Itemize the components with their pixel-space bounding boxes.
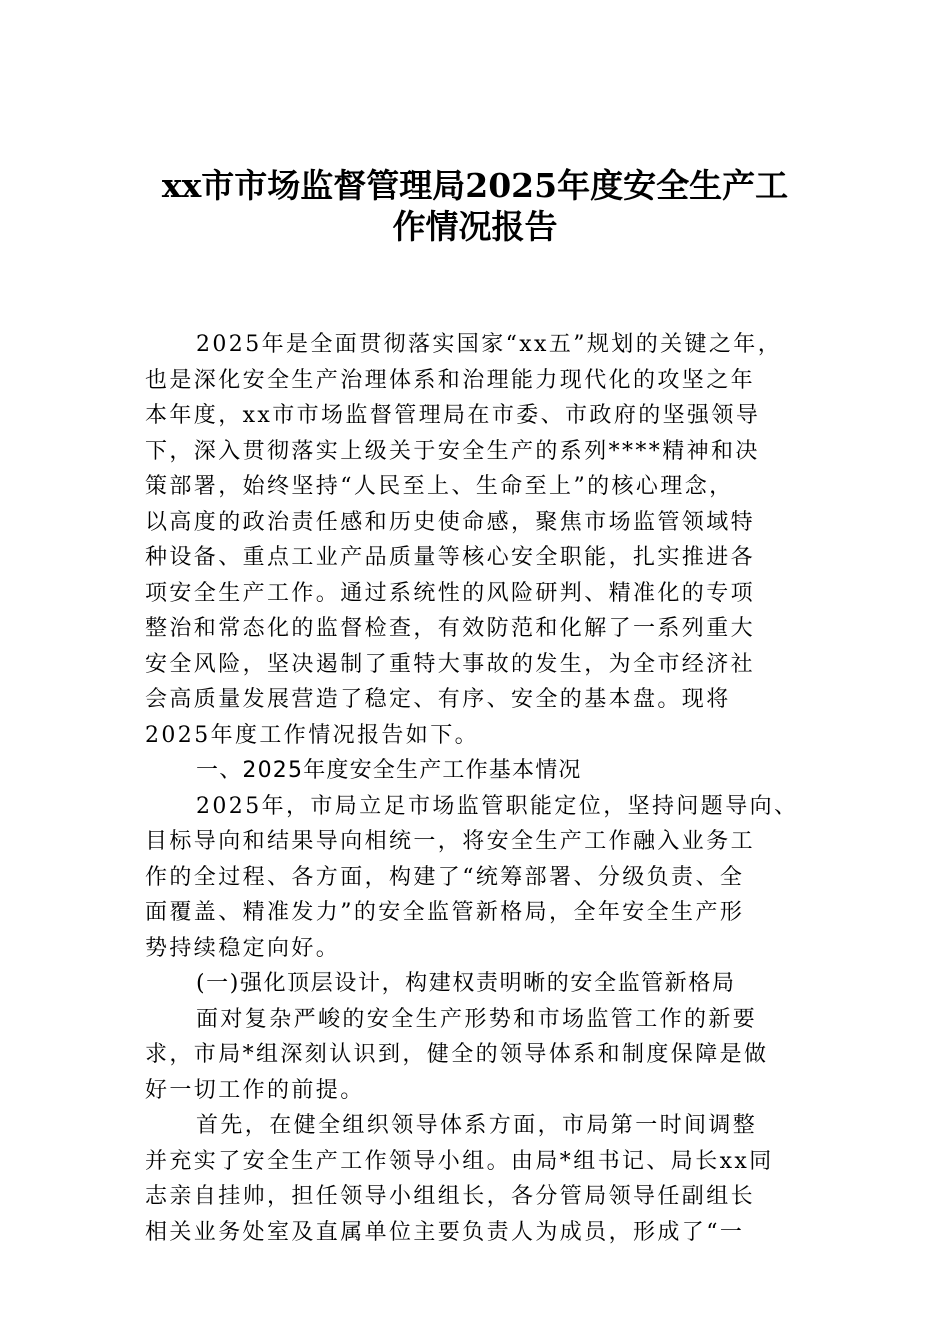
paragraph-line: 并充实了安全生产工作领导小组。由局*组书记、局长xx同 [145,1148,774,1174]
document-title-line-1: xx市市场监督管理局2025年度安全生产工 [161,166,789,205]
paragraph-line: 目标导向和结果导向相统一，将安全生产工作融入业务工 [145,829,756,854]
section-heading-1: 一、2025年度安全生产工作基本情况 [196,758,582,783]
paragraph-line: 项安全生产工作。通过系统性的风险研判、精准化的专项 [145,580,756,606]
section-heading-2: (一)强化顶层设计，构建权责明晰的安全监管新格局 [196,971,736,996]
paragraph-line: 面覆盖、精准发力”的安全监管新格局，全年安全生产形 [145,900,745,925]
paragraph-line: 安全风险，坚决遏制了重特大事故的发生，为全市经济社 [145,651,756,677]
document-body [145,327,810,1250]
paragraph-line: 种设备、重点工业产品质量等核心安全职能，扎实推进各 [145,545,756,570]
paragraph-line: 会高质量发展营造了稳定、有序、安全的基本盘。现将 [145,687,731,712]
paragraph-line: 策部署，始终坚持“人民至上、生命至上”的核心理念， [145,474,734,499]
paragraph-line: 以高度的政治责任感和历史使命感，聚焦市场监管领域特 [145,509,756,535]
paragraph-line: 求，市局*组深刻认识到，健全的领导体系和制度保障是做 [145,1042,769,1067]
paragraph-line: 也是深化安全生产治理体系和治理能力现代化的攻坚之年 [145,367,756,393]
paragraph-line: 相关业务处室及直属单位主要负责人为成员，形成了“一 [145,1219,745,1245]
paragraph-line: 作的全过程、各方面，构建了“统筹部署、分级负责、全 [145,864,745,890]
paragraph-line: 面对复杂严峻的安全生产形势和市场监管工作的新要 [196,1006,758,1032]
paragraph-line: 首先，在健全组织领导体系方面，市局第一时间调整 [196,1113,758,1138]
paragraph-line: 势持续稳定向好。 [145,935,341,961]
paragraph-line: 下，深入贯彻落实上级关于安全生产的系列****精神和决 [145,438,760,464]
paragraph-line: 志亲自挂帅，担任领导小组组长，各分管局领导任副组长 [145,1184,756,1209]
paragraph-line: 2025年，市局立足市场监管职能定位，坚持问题导向、 [196,793,799,819]
paragraph-line: 2025年是全面贯彻落实国家“xx五”规划的关键之年， [196,332,783,357]
paragraph-line: 整治和常态化的监督检查，有效防范和化解了一系列重大 [145,616,756,641]
paragraph-line: 本年度，xx市市场监督管理局在市委、市政府的坚强领导 [145,403,761,428]
document-title-line-2: 作情况报告 [392,207,558,246]
paragraph-line: 好一切工作的前提。 [145,1077,365,1103]
paragraph-line: 2025年度工作情况报告如下。 [145,722,479,748]
